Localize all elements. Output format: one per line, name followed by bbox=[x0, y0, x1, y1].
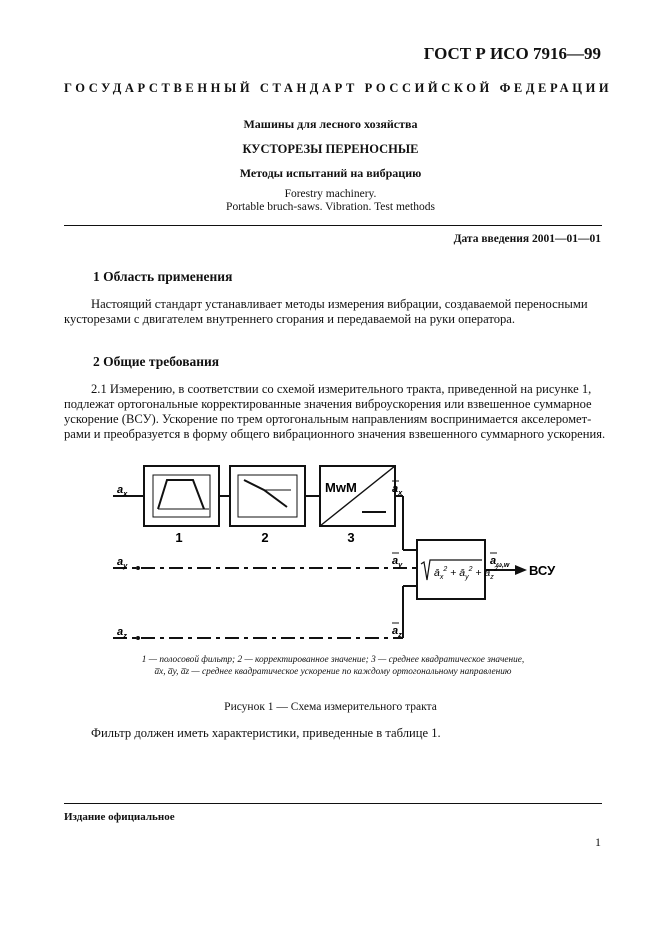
output-symbol-label: $a_{\omega,w}$ bbox=[490, 555, 510, 569]
date-intro: Дата введения 2001—01—01 bbox=[453, 233, 601, 245]
weighting-curve-icon bbox=[244, 480, 287, 507]
section2-line: ускорение (ВСУ). Ускорение по трем ортогональным направлениям воспринимается акселеромет- bbox=[64, 412, 592, 426]
block-number: 1 bbox=[175, 530, 183, 545]
section2-line: 2.1 Измерению, в соответствии со схемой измерительного тракта, приведенной на рисунке 1, bbox=[91, 382, 592, 396]
section1-line: Настоящий стандарт устанавливает методы измерения вибрации, создаваемой переносными bbox=[91, 297, 588, 311]
sum-of-squares-formula: $ā_x^2$ + $ā_y^2$ + $ā_z^2$ bbox=[434, 566, 498, 581]
title-sub: Методы испытаний на вибрацию bbox=[239, 166, 422, 180]
title-main: КУСТОРЕЗЫ ПЕРЕНОСНЫЕ bbox=[242, 142, 419, 156]
rms-ac-icon: MwM bbox=[325, 480, 357, 495]
title-group: Машины для лесного хозяйства bbox=[243, 117, 418, 131]
input-x-label: $a_x$ bbox=[117, 484, 128, 498]
title-rule bbox=[64, 225, 602, 226]
standard-code: ГОСТ Р ИСО 7916—99 bbox=[423, 44, 601, 63]
rms-x-label: $a_x$ bbox=[392, 483, 403, 497]
rms-block bbox=[320, 466, 395, 526]
title-english-line2: Portable bruch-saws. Vibration. Test methods bbox=[226, 201, 435, 213]
block-number: 2 bbox=[261, 530, 269, 545]
footer-rule bbox=[64, 803, 602, 804]
figure-legend-line1: 1 — полосовой фильтр; 2 — корректированное значение; 3 — среднее квадратическое значение, bbox=[141, 655, 525, 665]
figure-legend-line2: a̅x, a̅y, a̅z — среднее квадратическое ускорение по каждому ортогональному направлению bbox=[154, 667, 512, 677]
section2-paragraph bbox=[64, 382, 606, 442]
input-y-label: $a_y$ bbox=[117, 556, 128, 570]
section2-line: рами и преобразуется в форму общего вибрационного значения взвешенного суммарного ускорения. bbox=[64, 427, 606, 441]
output-label: ВСУ bbox=[529, 563, 556, 578]
block-number: 3 bbox=[347, 530, 355, 545]
rms-y-label: $a_y$ bbox=[392, 555, 403, 569]
y-node bbox=[136, 566, 140, 570]
weighting-block bbox=[230, 466, 305, 526]
section1-line: кусторезами с двигателем внутреннего сгорания и передаваемой на руки оператора. bbox=[64, 312, 516, 326]
title-english-line1: Forestry machinery. bbox=[284, 188, 377, 200]
after-figure-line: Фильтр должен иметь характеристики, приведенные в таблице 1. bbox=[91, 726, 441, 740]
input-z-label: $a_z$ bbox=[117, 626, 127, 640]
section2-heading: 2 Общие требования bbox=[93, 354, 220, 369]
z-node bbox=[136, 636, 140, 640]
bandpass-filter-block bbox=[144, 466, 219, 526]
section1-paragraph bbox=[64, 297, 602, 327]
output-arrow-icon bbox=[515, 565, 527, 575]
measurement-path-diagram bbox=[0, 462, 661, 652]
state-standard-heading: ГОСУДАРСТВЕННЫЙ СТАНДАРТ РОССИЙСКОЙ ФЕДЕРАЦИИ bbox=[64, 81, 613, 95]
rms-z-label: $a_z$ bbox=[392, 625, 402, 639]
summation-block bbox=[417, 540, 498, 599]
section1-heading: 1 Область применения bbox=[93, 269, 233, 284]
bandpass-shape-icon bbox=[158, 480, 204, 509]
page-number: 1 bbox=[595, 835, 601, 849]
after-figure-paragraph bbox=[64, 726, 602, 741]
figure-title: Рисунок 1 — Схема измерительного тракта bbox=[224, 701, 437, 713]
edition-label: Издание официальное bbox=[64, 811, 175, 823]
section2-line: подлежат ортогональные корректированные значения виброускорения или взвешенное суммарное bbox=[64, 397, 592, 411]
